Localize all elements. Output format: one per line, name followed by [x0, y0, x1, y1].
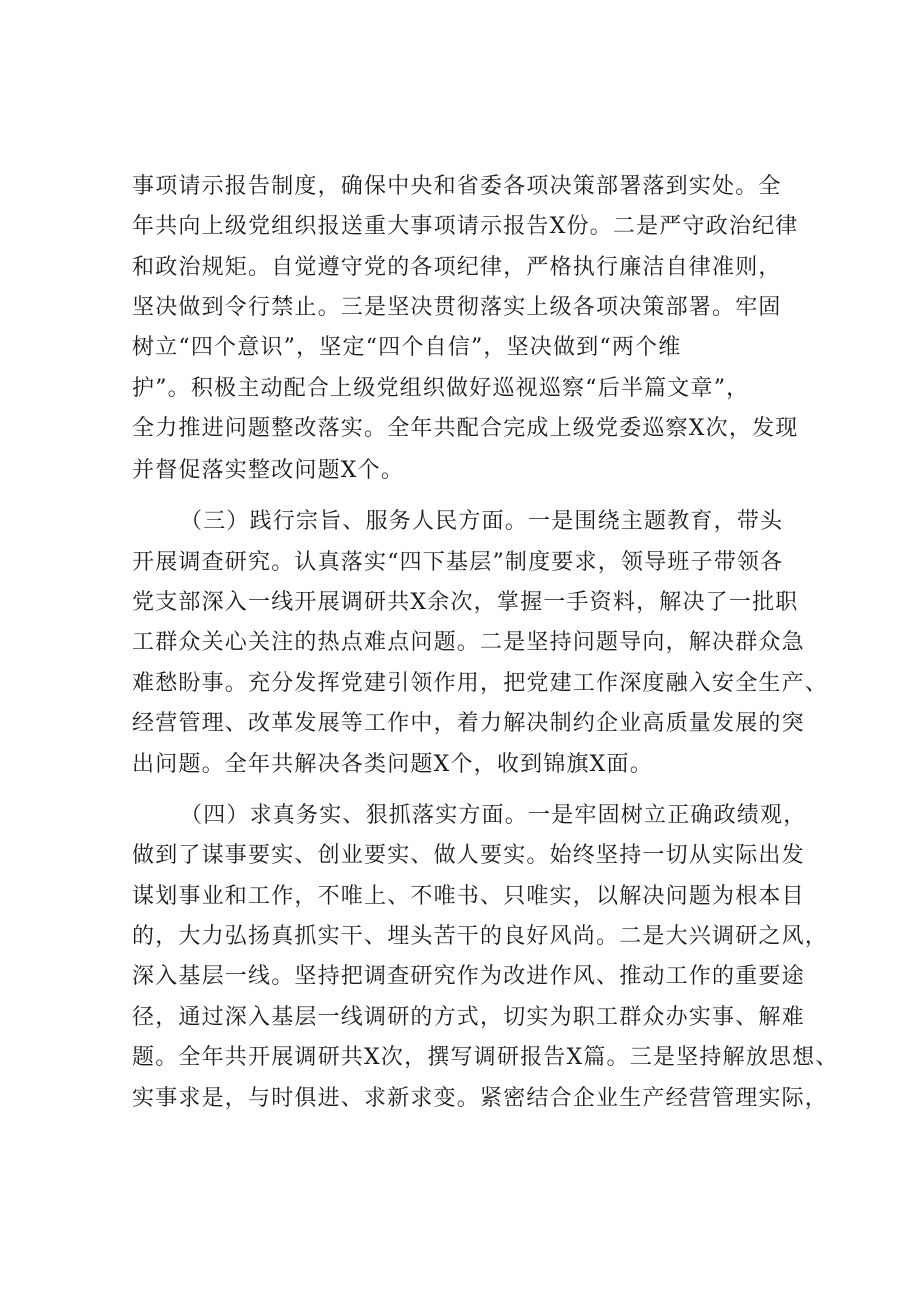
text-line: 工群众关心关注的热点难点问题。二是坚持问题导向，解决群众急 [132, 630, 805, 655]
text-line: 并督促落实整改问题X个。 [132, 458, 405, 483]
section-heading-line: （三）践行宗旨、服务人民方面。一是围绕主题教育，带头 [180, 509, 784, 534]
text-line: 和政治规矩。自觉遵守党的各项纪律，严格执行廉洁自律准则， [132, 255, 782, 280]
text-line: 开展调查研究。认真落实“四下基层”制度要求，领导班子带领各 [132, 550, 784, 575]
text-line: 做到了谋事要实、创业要实、做人要实。始终坚持一切从实际出发 [132, 843, 805, 868]
text-line: 径，通过深入基层一线调研的方式，切实为职工群众办实事、解难 [132, 1005, 805, 1030]
text-line: 经营管理、改革发展等工作中，着力解决制约企业高质量发展的突 [132, 711, 805, 736]
text-line: 党支部深入一线开展调研共X余次，掌握一手资料，解决了一批职 [132, 590, 799, 615]
text-line: 护”。积极主动配合上级党组织做好巡视巡察“后半篇文章”， [132, 376, 750, 401]
section-heading-line: （四）求真务实、狠抓落实方面。一是牢固树立正确政绩观， [180, 803, 807, 828]
text-line: 全力推进问题整改落实。全年共配合完成上级党委巡察X次，发现 [132, 416, 799, 441]
text-line: 难愁盼事。充分发挥党建引领作用，把党建工作深度融入安全生产、 [132, 671, 829, 696]
text-line: 年共向上级党组织报送重大事项请示报告X份。二是严守政治纪律 [132, 214, 799, 239]
text-line: 事项请示报告制度，确保中央和省委各项决策部署落到实处。全 [132, 174, 782, 199]
text-line: 树立“四个意识”，坚定“四个自信”，坚决做到“两个维 [132, 335, 682, 360]
text-line: 坚决做到令行禁止。三是坚决贯彻落实上级各项决策部署。牢固 [132, 295, 782, 320]
text-line: 深入基层一线。坚持把调查研究作为改进作风、推动工作的重要途 [132, 964, 805, 989]
text-line: 的，大力弘扬真抓实干、埋头苦干的良好风尚。二是大兴调研之风， [132, 924, 829, 949]
text-line: 谋划事业和工作，不唯上、不唯书、只唯实，以解决问题为根本目 [132, 884, 805, 909]
text-line: 出问题。全年共解决各类问题X个，收到锦旗X面。 [132, 752, 653, 777]
text-line: 实事求是，与时俱进、求新求变。紧密结合企业生产经营管理实际， [132, 1086, 829, 1111]
text-line: 题。全年共开展调研共X次，撰写调研报告X篇。三是坚持解放思想、 [132, 1045, 839, 1070]
